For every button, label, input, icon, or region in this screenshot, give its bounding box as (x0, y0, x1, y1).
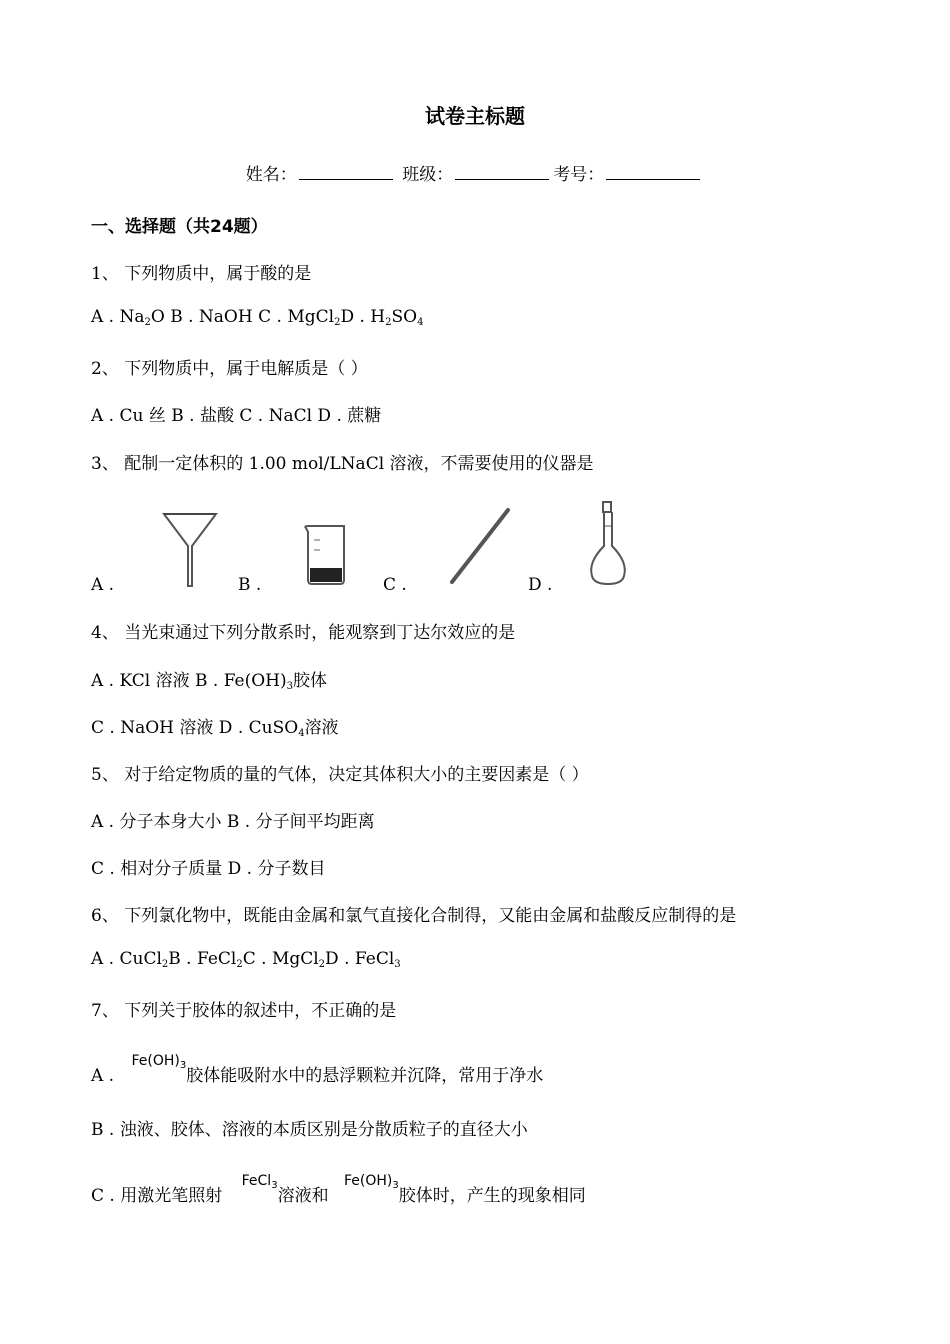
question-3-option-a: A . (91, 575, 115, 595)
question-2-stem: 2、 下列物质中，属于电解质是（ ） (91, 359, 368, 379)
student-info-line (0, 160, 950, 185)
question-3-option-d: D . (528, 575, 553, 595)
question-7-option-b: B . 浊液、胶体、溶液的本质区别是分散质粒子的直径大小 (91, 1120, 528, 1140)
fe-oh-3-formula: Fe(OH)3 (131, 1053, 187, 1071)
beaker-icon (302, 524, 350, 586)
fe-oh-3-formula-2: Fe(OH)3 (343, 1173, 399, 1191)
question-3-stem: 3、 配制一定体积的 1.00 mol/LNaCl 溶液，不需要使用的仪器是 (91, 454, 594, 474)
question-5-stem: 5、 对于给定物质的量的气体，决定其体积大小的主要因素是（ ） (91, 765, 589, 785)
name-label: 姓名： (245, 165, 297, 185)
question-5-options-line-1: A . 分子本身大小 B . 分子间平均距离 (91, 812, 375, 832)
fecl-3-formula: FeCl3 (241, 1173, 278, 1191)
question-3-option-b: B . (238, 575, 262, 595)
question-4-options-line-2: C . NaOH 溶液 D . CuSO$_4$溶液 (91, 718, 339, 739)
id-label: 考号： (553, 165, 605, 185)
id-blank[interactable] (606, 165, 700, 180)
question-7-option-c: C . 用激光笔照射 $^{FeCl_3}$溶液和 $^{Fe(OH)_3}$胶体时，产生的现象相同 (91, 1173, 586, 1206)
class-blank[interactable] (455, 165, 549, 180)
page-title: 试卷主标题 (425, 104, 525, 128)
question-4-stem: 4、 当光束通过下列分散系时，能观察到丁达尔效应的是 (91, 623, 516, 643)
glass-rod-icon (446, 506, 514, 586)
question-4-options-line-1: A . KCl 溶液 B . $Fe(OH)_3$胶体 (91, 671, 328, 692)
question-7-option-a: A . $^{Fe(OH)_3}$胶体能吸附水中的悬浮颗粒并沉降，常用于净水 (91, 1053, 544, 1086)
question-6-stem: 6、 下列氯化物中，既能由金属和氯气直接化合制得，又能由金属和盐酸反应制得的是 (91, 906, 737, 926)
question-1-options: A . $Na_2O$ B . NaOH C . MgCl$_2$D . $H_2SO_4$ (91, 307, 424, 328)
name-blank[interactable] (299, 165, 393, 180)
class-label: 班级： (402, 165, 454, 185)
funnel-icon (160, 510, 222, 590)
question-5-options-line-2: C . 相对分子质量 D . 分子数目 (91, 859, 326, 879)
question-1-stem: 1、 下列物质中，属于酸的是 (91, 264, 312, 284)
section-title: 一、选择题（共24题） (91, 217, 268, 237)
question-6-options: A . CuCl$_2$B . FeCl$_2$C . MgCl$_2$D . FeCl$_3$ (91, 949, 401, 970)
question-2-options: A . Cu 丝 B . 盐酸 C . NaCl D . 蔗糖 (91, 406, 382, 426)
question-7-stem: 7、 下列关于胶体的叙述中，不正确的是 (91, 1001, 397, 1021)
volumetric-flask-icon (584, 500, 634, 588)
question-3-option-c: C . (383, 575, 407, 595)
